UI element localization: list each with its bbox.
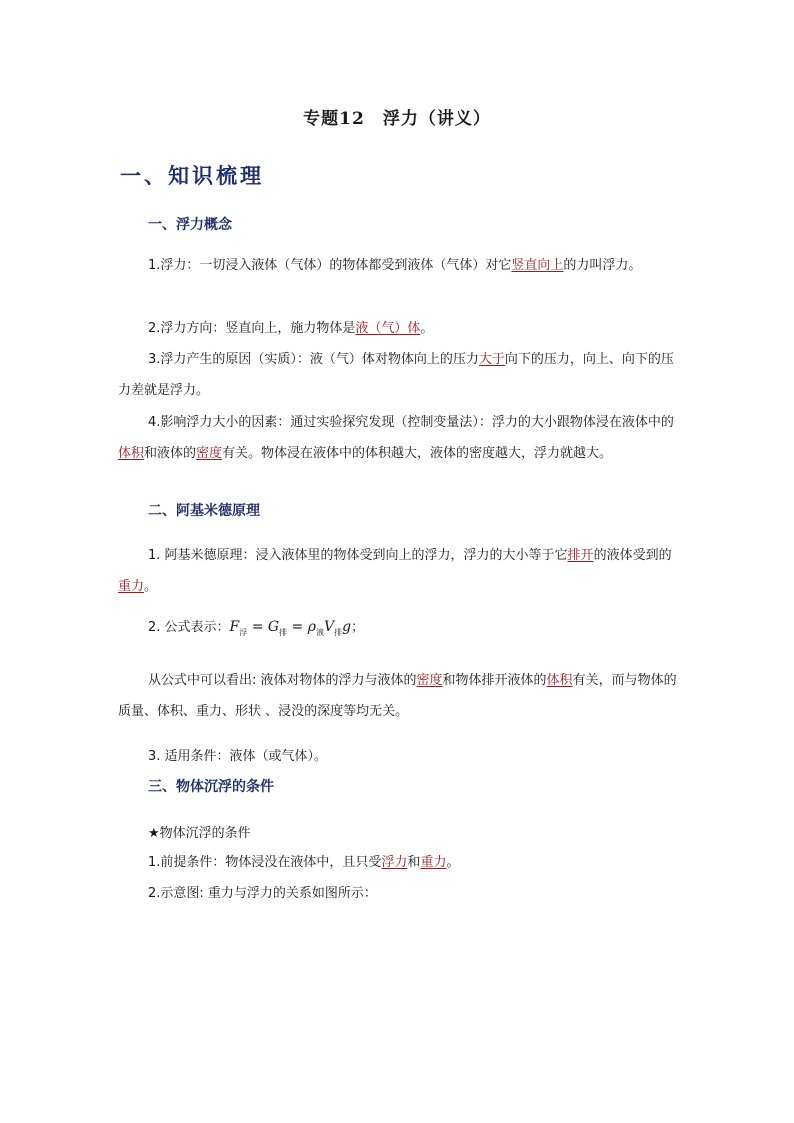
paragraph-buoyancy-cause: 3.浮力产生的原因（实质）：液（气）体对物体向上的压力大于向下的压力，向上、向下的压力差就是浮力。	[118, 352, 674, 398]
subheading-sink-float: 三、物体沉浮的条件	[148, 779, 274, 795]
paragraph-formula: 2. 公式表示：$F_浮 = G_排 = \rho_液V_排g$；	[148, 619, 365, 637]
subheading-archimedes: 二、阿基米德原理	[148, 503, 260, 519]
star-item-sink-float: ★物体沉浮的条件	[148, 826, 251, 841]
paragraph-applicable-conditions: 3. 适用条件：液体（或气体）。	[148, 749, 328, 764]
paragraph-buoyancy-definition: 1.浮力：一切浸入液体（气体）的物体都受到液体（气体）对它竖直向上的力叫浮力。	[148, 258, 642, 273]
section-heading: 一、知识梳理	[120, 163, 264, 188]
underlined-term: 大于	[478, 352, 505, 367]
paragraph-archimedes-principle: 1. 阿基米德原理：浸入液体里的物体受到向上的浮力，浮力的大小等于它排开的液体受到的重力。	[118, 548, 672, 594]
paragraph-diagram-note: 2.示意图: 重力与浮力的关系如图所示：	[148, 886, 377, 901]
underlined-term: 重力	[420, 855, 447, 870]
paragraph-buoyancy-factors: 4.影响浮力大小的因素：通过实验探究发现（控制变量法）：浮力的大小跟物体浸在液体中的体积和液体的密度有关。物体浸在液体中的体积越大，液体的密度越大，浮力就越大。	[118, 415, 674, 461]
paragraph-prerequisite: 1.前提条件：物体浸没在液体中，且只受浮力和重力。	[148, 855, 460, 870]
underlined-term: 竖直向上	[511, 258, 564, 273]
underlined-term: 密度	[196, 446, 223, 461]
page-title: 专题12 浮力（讲义）	[303, 109, 491, 129]
paragraph-buoyancy-direction: 2.浮力方向：竖直向上，施力物体是液（气）体。	[148, 321, 434, 336]
underlined-term: 重力	[118, 579, 145, 594]
underlined-term: 体积	[546, 673, 573, 688]
underlined-term: 密度	[416, 673, 443, 688]
buoyancy-formula: $F_浮 = G_排 = \rho_液V_排g$	[229, 619, 352, 637]
underlined-term: 排开	[567, 548, 594, 563]
underlined-term: 液（气）体	[355, 321, 421, 336]
subheading-buoyancy-concept: 一、浮力概念	[148, 217, 232, 233]
underlined-term: 体积	[118, 446, 145, 461]
underlined-term: 浮力	[381, 855, 408, 870]
paragraph-formula-explanation: 从公式中可以看出: 液体对物体的浮力与液体的密度和物体排开液体的体积有关，而与物体的质量、体积、重力、形状 、浸没的深度等均无关。	[118, 673, 677, 719]
